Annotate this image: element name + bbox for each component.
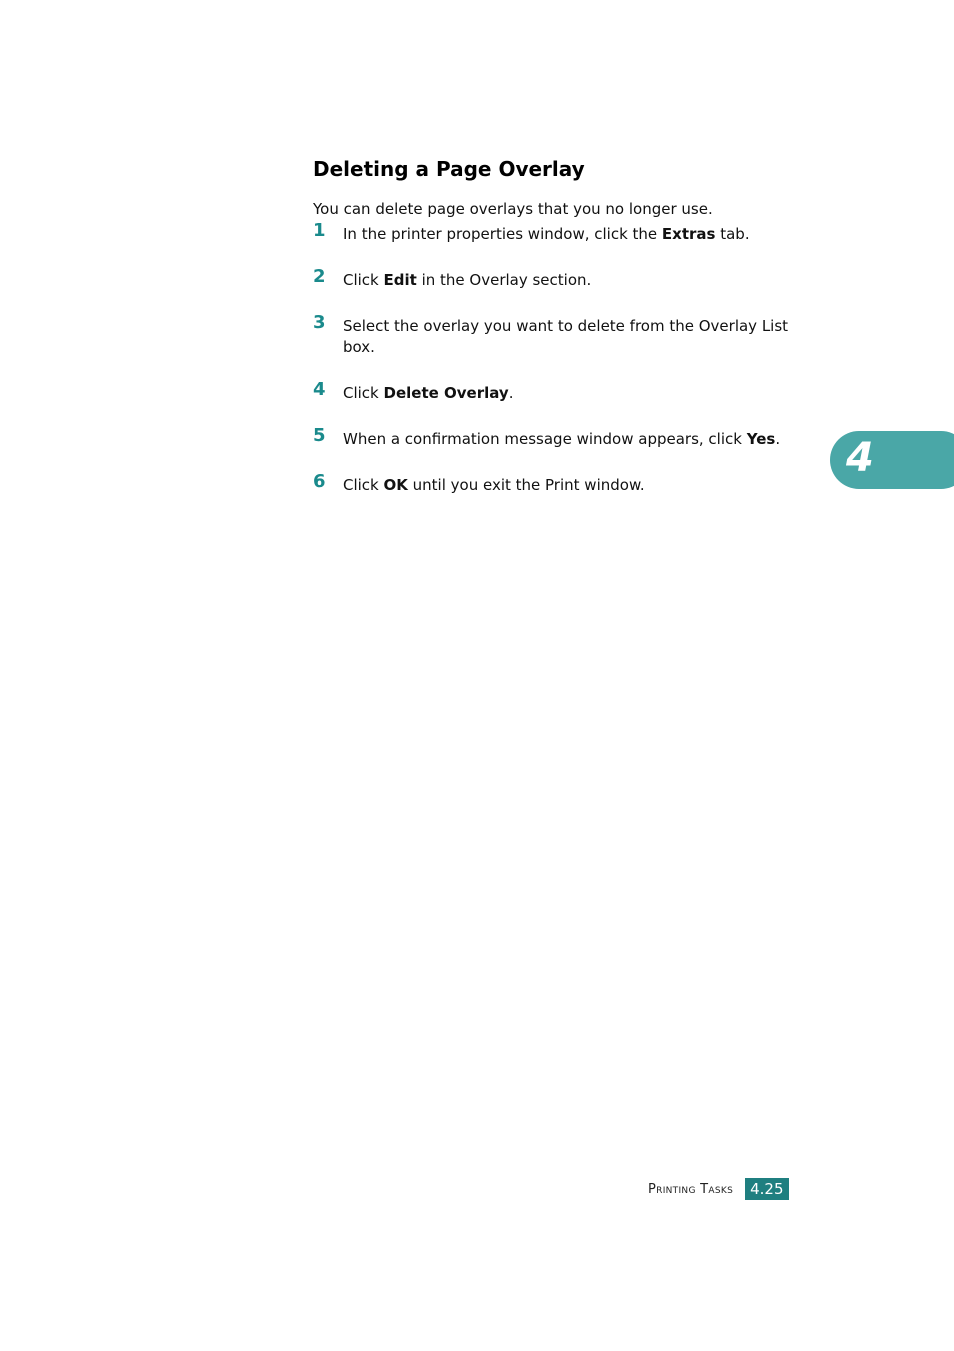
intro-paragraph: You can delete page overlays that you no longer use.	[313, 200, 713, 218]
chapter-number: 4	[846, 435, 874, 481]
step-item	[313, 220, 813, 245]
step-item	[313, 266, 813, 291]
page-number: 4.25	[745, 1178, 788, 1200]
step-text: When a confirmation message window appears, click Yes.	[343, 430, 781, 448]
step-text: Select the overlay you want to delete from the Overlay List box.	[343, 317, 789, 356]
step-text: Click Delete Overlay.	[343, 384, 514, 402]
step-number: 6	[313, 471, 326, 492]
step-number: 2	[313, 266, 326, 287]
step-number: 1	[313, 220, 326, 241]
step-number: 5	[313, 425, 326, 446]
footer-section-name: Printing Tasks	[648, 1181, 734, 1197]
step-item	[313, 379, 813, 404]
section-heading: Deleting a Page Overlay	[313, 157, 585, 181]
step-text: Click OK until you exit the Print window.	[343, 476, 645, 494]
step-text: In the printer properties window, click the Extras tab.	[343, 225, 750, 243]
page-footer	[648, 1178, 789, 1200]
step-item	[313, 425, 813, 450]
content-area	[313, 155, 813, 521]
step-text: Click Edit in the Overlay section.	[343, 271, 592, 289]
step-item	[313, 312, 813, 358]
step-item	[313, 471, 813, 496]
step-number: 4	[313, 379, 326, 400]
chapter-tab	[830, 431, 954, 489]
step-number: 3	[313, 312, 326, 333]
steps-list	[313, 220, 813, 496]
